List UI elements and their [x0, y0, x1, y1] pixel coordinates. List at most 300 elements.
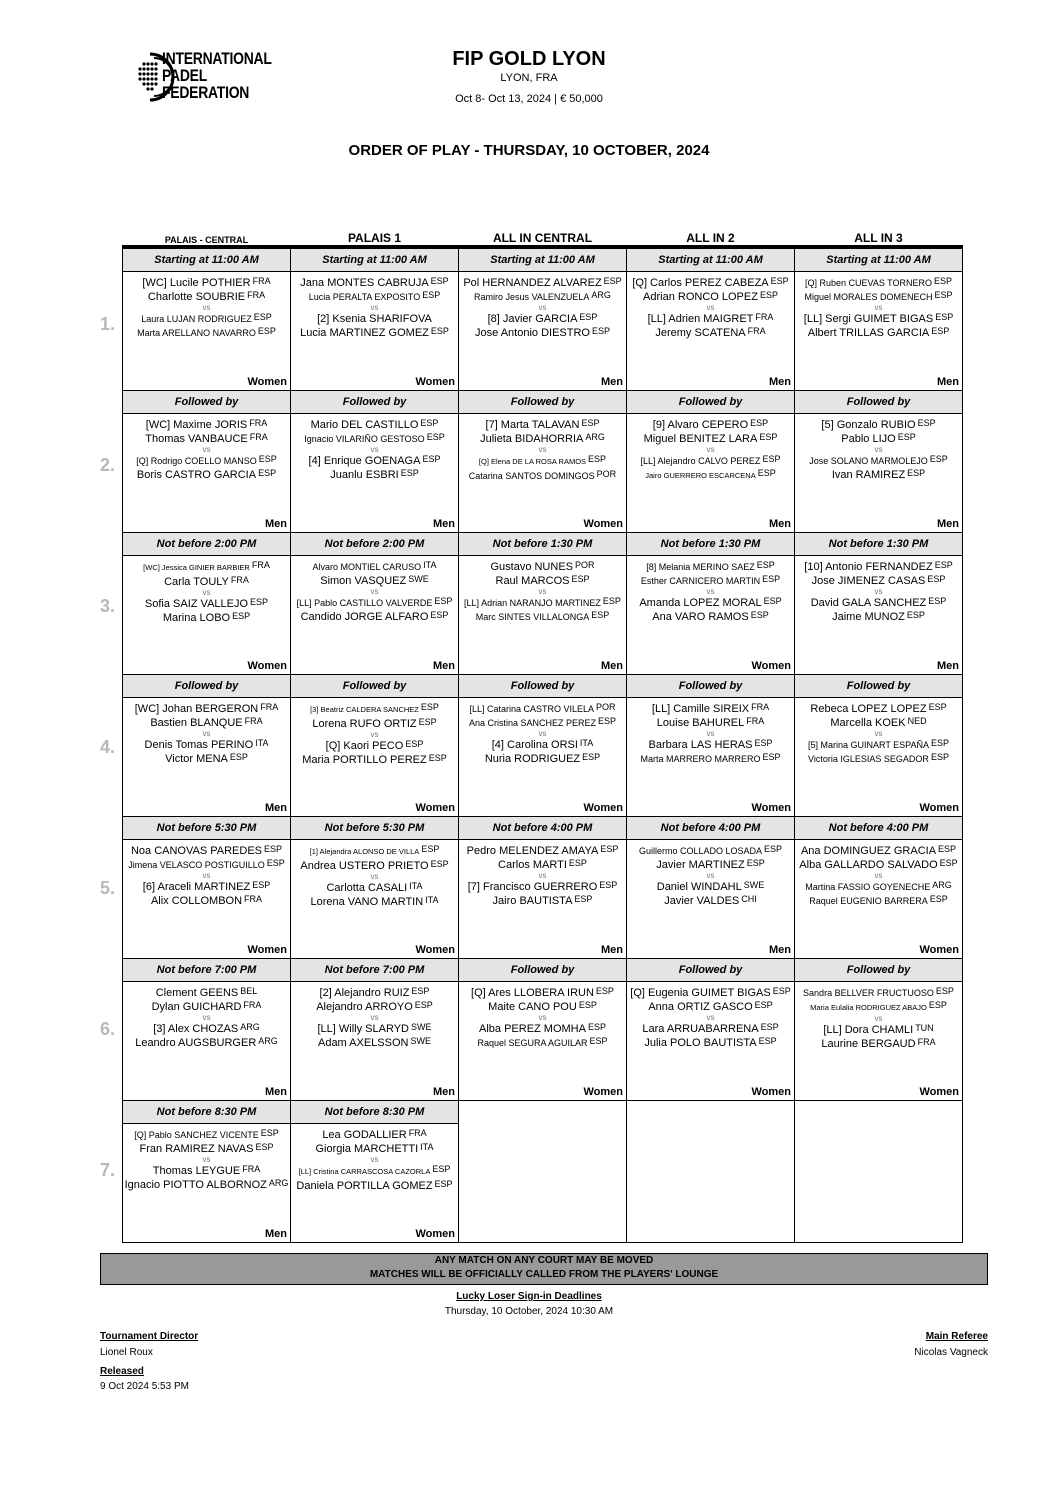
vs-label: vs	[874, 445, 883, 454]
player-name	[627, 1000, 794, 1014]
player-name-text: [8] Javier GARCIA	[487, 313, 578, 325]
player-name	[459, 880, 626, 894]
player-name-text: Jairo BAUTISTA	[492, 895, 573, 907]
match-cell	[291, 698, 459, 817]
player-name	[291, 560, 458, 574]
player-name	[291, 1000, 458, 1014]
player-name	[291, 859, 458, 873]
vs-label: vs	[538, 587, 547, 596]
player-country: ESP	[746, 858, 765, 868]
vs-label: vs	[706, 729, 715, 738]
player-name	[291, 717, 458, 731]
player-country: ESP	[754, 738, 773, 748]
player-name-text: Jose SOLANO MARMOLEJO	[809, 456, 928, 466]
player-name	[795, 326, 962, 340]
player-country: ESP	[591, 326, 610, 336]
player-name-text: Giorgia MARCHETTI	[315, 1143, 419, 1155]
vs-label: vs	[874, 729, 883, 738]
player-country: ITA	[425, 895, 439, 905]
match-cell	[627, 556, 795, 675]
player-country: ESP	[764, 844, 783, 854]
row-number: 6.	[100, 1019, 116, 1039]
player-name	[795, 432, 962, 446]
player-name-text: Julieta BIDAHORRIA	[480, 433, 584, 445]
vs-label: vs	[538, 871, 547, 880]
match-cell	[627, 414, 795, 533]
player-name-text: Ana Cristina SANCHEZ PEREZ	[468, 718, 597, 728]
player-name	[459, 1022, 626, 1036]
player-name	[627, 1036, 794, 1050]
player-name-text: [Q] Eugenia GUIMET BIGAS	[630, 987, 771, 999]
player-country: ESP	[935, 986, 954, 996]
player-name-text: Anna ORTIZ GASCO	[648, 1001, 753, 1013]
player-name	[291, 1179, 458, 1193]
player-name	[795, 1023, 962, 1037]
player-name	[627, 326, 794, 340]
player-name-text: David GALA SANCHEZ	[810, 597, 927, 609]
player-name-text: Ivan RAMIREZ	[831, 469, 906, 481]
player-name-text: Alix COLLOMBON	[150, 895, 243, 907]
player-name-text: Jose JIMENEZ CASAS	[811, 575, 926, 587]
player-country: ARG	[932, 880, 952, 890]
match-cell	[291, 272, 459, 391]
released-date: 9 Oct 2024 5:53 PM	[100, 1381, 189, 1392]
player-country: ESP	[430, 326, 449, 336]
player-name	[459, 986, 626, 1000]
player-name	[627, 844, 794, 858]
player-name	[459, 894, 626, 908]
player-name-text: Bastien BLANQUE	[150, 717, 243, 729]
player-name	[795, 276, 962, 290]
player-name-text: [10] Antonio FERNANDEZ	[804, 561, 933, 573]
player-name-text: Guillermo COLLADO LOSADA	[638, 846, 763, 856]
player-name	[459, 752, 626, 766]
player-name-text: [5] Marina GUINART ESPAÑA	[807, 740, 930, 750]
player-country: ESP	[758, 1036, 777, 1046]
player-name	[459, 702, 626, 716]
player-country: ESP	[432, 1164, 451, 1174]
vs-label: vs	[202, 1013, 211, 1022]
player-name-text: Charlotte SOUBRIE	[147, 291, 246, 303]
player-name-text: Alejandro ARROYO	[316, 1001, 413, 1013]
court-header: ALL IN CENTRAL	[459, 227, 627, 247]
player-name-text: Jose Antonio DIESTRO	[475, 327, 590, 339]
player-name-text: Carlotta CASALI	[326, 882, 408, 894]
court-header: ALL IN 3	[795, 227, 963, 247]
player-country: ESP	[420, 418, 439, 428]
player-name-text: [Q] Elena DE LA ROSA RAMOS	[478, 457, 587, 466]
player-name-text: Pol HERNANDEZ ALVAREZ	[463, 277, 602, 289]
player-name	[459, 844, 626, 858]
match-category: Women	[751, 660, 791, 672]
match-category: Men	[937, 376, 959, 388]
player-name	[459, 716, 626, 730]
player-name-text: [4] Enrique GOENAGA	[308, 455, 421, 467]
match-category: Men	[769, 376, 791, 388]
vs-label: vs	[202, 445, 211, 454]
player-name	[291, 1164, 458, 1179]
player-name	[795, 880, 962, 894]
player-name	[627, 276, 794, 290]
match-category: Women	[415, 1228, 455, 1240]
match-time: Followed by	[291, 391, 459, 414]
match-time: Followed by	[627, 959, 795, 982]
match-time: Starting at 11:00 AM	[291, 247, 459, 272]
player-country: NED	[907, 716, 927, 726]
player-country: FRA	[251, 560, 270, 570]
player-name-text: Lucia PERALTA EXPOSITO	[308, 292, 421, 302]
player-country: FRA	[242, 1164, 261, 1174]
match-category: Women	[247, 376, 287, 388]
player-country: FRA	[247, 290, 266, 300]
player-name-text: Miguel MORALES DOMENECH	[804, 292, 933, 302]
player-country: FRA	[249, 432, 268, 442]
match-category: Women	[415, 802, 455, 814]
match-time: Not before 4:00 PM	[627, 817, 795, 840]
player-name	[123, 894, 290, 908]
player-country: ESP	[422, 290, 441, 300]
player-name-text: [Q] Ares LLOBERA IRUN	[471, 987, 594, 999]
match-cell	[795, 698, 963, 817]
player-name	[459, 290, 626, 304]
player-name	[291, 312, 458, 326]
match-category: Men	[601, 376, 623, 388]
match-cell	[459, 272, 627, 391]
match-time: Followed by	[459, 959, 627, 982]
player-country: ESP	[931, 738, 950, 748]
player-country: ESP	[763, 596, 782, 606]
player-country: ESP	[929, 454, 948, 464]
player-name	[627, 560, 794, 574]
player-country: SWE	[410, 1036, 431, 1046]
player-name	[795, 560, 962, 574]
player-name-text: [WC] Johan BERGERON	[134, 703, 259, 715]
player-country: ESP	[907, 468, 926, 478]
player-country: ESP	[762, 752, 781, 762]
player-name-text: [LL] Dora CHAMLI	[823, 1024, 914, 1036]
player-name-text: Miguel BENITEZ LARA	[643, 433, 758, 445]
player-country: ESP	[757, 468, 776, 478]
player-name-text: Clement GEENS	[155, 987, 239, 999]
player-country: ESP	[603, 276, 622, 286]
match-cell	[459, 982, 627, 1101]
player-name	[123, 1128, 290, 1142]
match-category: Men	[265, 1228, 287, 1240]
player-country: ARG	[591, 290, 611, 300]
player-country: ESP	[430, 610, 449, 620]
player-country: ESP	[591, 610, 610, 620]
player-country: ESP	[587, 1022, 606, 1032]
player-name-text: [Q] Pablo SANCHEZ VICENTE	[134, 1130, 259, 1140]
match-time: Not before 7:00 PM	[291, 959, 459, 982]
player-name-text: Jimena VELASCO POSTIGUILLO	[128, 860, 265, 870]
player-country: FRA	[244, 716, 263, 726]
player-name	[627, 610, 794, 624]
match-time: Followed by	[291, 675, 459, 698]
player-name	[123, 1000, 290, 1014]
player-name-text: Maria PORTILLO PEREZ	[302, 754, 427, 766]
player-country: ESP	[434, 1179, 453, 1189]
player-name	[459, 596, 626, 610]
player-name	[795, 1000, 962, 1015]
player-name	[459, 610, 626, 624]
vs-label: vs	[706, 445, 715, 454]
player-country: ESP	[421, 844, 440, 854]
player-country: ESP	[434, 596, 453, 606]
match-cell	[627, 982, 795, 1101]
player-name	[291, 895, 458, 909]
court-notice: ANY MATCH ON ANY COURT MAY BE MOVED MATCHES WILL BE OFFICIALLY CALLED FROM THE PLAYERS' LOUNGE	[100, 1253, 988, 1285]
player-country: ESP	[266, 858, 285, 868]
player-country: ESP	[258, 454, 277, 464]
player-name-text: [Q] Kaori PECO	[325, 740, 404, 752]
player-name	[291, 844, 458, 859]
player-name	[123, 1022, 290, 1036]
player-name	[795, 752, 962, 766]
player-name	[459, 312, 626, 326]
match-cell	[123, 1124, 291, 1243]
match-cell	[459, 840, 627, 959]
player-name	[459, 326, 626, 340]
player-name	[291, 574, 458, 588]
match-category: Women	[751, 1086, 791, 1098]
match-time: Starting at 11:00 AM	[627, 247, 795, 272]
player-name	[459, 454, 626, 469]
player-country: ESP	[770, 276, 789, 286]
match-time: Starting at 11:00 AM	[795, 247, 963, 272]
court-header: ALL IN 2	[627, 227, 795, 247]
match-time: Not before 4:00 PM	[795, 817, 963, 840]
player-country: ESP	[579, 312, 598, 322]
player-name	[291, 881, 458, 895]
vs-label: vs	[370, 1155, 379, 1164]
player-name-text: Maite CANO POU	[488, 1001, 577, 1013]
match-time: Not before 5:30 PM	[291, 817, 459, 840]
player-name-text: Candido JORGE ALFARO	[300, 611, 429, 623]
match-time: Not before 5:30 PM	[123, 817, 291, 840]
vs-label: vs	[370, 730, 379, 739]
player-country: ESP	[260, 1128, 279, 1138]
match-time: Not before 2:00 PM	[123, 533, 291, 556]
player-name	[795, 596, 962, 610]
match-category: Men	[601, 944, 623, 956]
player-country: FRA	[917, 1037, 936, 1047]
vs-label: vs	[538, 445, 547, 454]
match-cell	[123, 414, 291, 533]
player-name	[123, 597, 290, 611]
player-name	[795, 844, 962, 858]
player-name	[627, 880, 794, 894]
player-name	[795, 418, 962, 432]
player-name-text: [7] Francisco GUERRERO	[467, 881, 598, 893]
lucky-loser-title: Lucky Loser Sign-in Deadlines	[456, 1291, 602, 1302]
tournament-director-name: Lionel Roux	[100, 1347, 153, 1358]
player-name-text: Noa CANOVAS PAREDES	[130, 845, 262, 857]
player-name	[627, 1022, 794, 1036]
player-country: ESP	[589, 1036, 608, 1046]
player-name-text: Rebeca LOPEZ LOPEZ	[810, 703, 927, 715]
player-name-text: Victoria IGLESIAS SEGADOR	[808, 754, 929, 764]
match-time: Followed by	[795, 675, 963, 698]
player-country: ESP	[938, 844, 957, 854]
player-name	[123, 1164, 290, 1178]
player-name	[291, 326, 458, 340]
match-category: Men	[769, 944, 791, 956]
player-country: ESP	[405, 739, 424, 749]
player-name-text: Marta MARRERO MARRERO	[640, 754, 761, 764]
player-name	[795, 894, 962, 908]
player-name	[123, 986, 290, 1000]
player-name-text: Ramiro Jesus VALENZUELA	[474, 292, 590, 302]
player-name-text: Javier VALDES	[664, 895, 740, 907]
player-name	[459, 469, 626, 483]
player-name	[123, 432, 290, 446]
player-name	[123, 1142, 290, 1156]
player-country: POR	[596, 469, 617, 479]
match-category: Women	[247, 944, 287, 956]
player-name-text: [4] Carolina ORSI	[491, 739, 578, 751]
player-name	[627, 574, 794, 588]
player-country: ESP	[578, 1000, 597, 1010]
player-country: FRA	[230, 575, 249, 585]
player-name-text: Catarina SANTOS DOMINGOS	[468, 471, 595, 481]
match-time: Not before 2:00 PM	[291, 533, 459, 556]
player-name-text: Alba GALLARDO SALVADO	[799, 859, 938, 871]
vs-label: vs	[202, 303, 211, 312]
player-name	[123, 312, 290, 326]
vs-label: vs	[706, 303, 715, 312]
player-country: ESP	[599, 880, 618, 890]
player-name	[627, 858, 794, 872]
player-country: SWE	[743, 880, 765, 890]
player-country: ESP	[581, 418, 600, 428]
player-name	[795, 290, 962, 304]
player-name-text: [LL] Catarina CASTRO VILELA	[469, 704, 595, 714]
player-name-text: Ana VARO RAMOS	[652, 611, 749, 623]
player-country: ESP	[257, 326, 276, 336]
player-country: ESP	[930, 752, 949, 762]
vs-label: vs	[370, 303, 379, 312]
vs-label: vs	[538, 1013, 547, 1022]
vs-label: vs	[370, 445, 379, 454]
player-name-text: Fran RAMIREZ NAVAS	[139, 1143, 254, 1155]
row-number: 7.	[100, 1160, 116, 1180]
vs-label: vs	[202, 588, 211, 597]
vs-label: vs	[202, 871, 211, 880]
player-name	[123, 560, 290, 575]
player-country: ESP	[772, 986, 791, 996]
player-name-text: [Q] Carlos PEREZ CABEZA	[632, 277, 769, 289]
player-name-text: Carla TOULY	[164, 576, 229, 588]
player-country: ESP	[906, 610, 925, 620]
player-name-text: Alvaro MONTIEL CARUSO	[312, 562, 422, 572]
player-name	[459, 276, 626, 290]
player-country: ESP	[428, 753, 447, 763]
player-name	[291, 468, 458, 482]
match-category: Women	[919, 1086, 959, 1098]
player-name	[123, 276, 290, 290]
match-time: Followed by	[123, 391, 291, 414]
player-name	[123, 1178, 290, 1192]
player-name-text: Julia POLO BAUTISTA	[644, 1037, 757, 1049]
match-category: Men	[265, 518, 287, 530]
player-name-text: Laura LUJAN RODRIGUEZ	[141, 314, 252, 324]
player-name-text: Juanlu ESBRI	[330, 469, 399, 481]
match-time: Followed by	[123, 675, 291, 698]
player-name	[627, 418, 794, 432]
match-time: Starting at 11:00 AM	[123, 247, 291, 272]
player-name-text: [LL] Adrian NARANJO MARTINEZ	[464, 598, 601, 608]
player-name-text: Jaime MUNOZ	[832, 611, 905, 623]
player-country: ESP	[760, 1022, 779, 1032]
player-name	[459, 574, 626, 588]
match-category: Men	[937, 660, 959, 672]
player-name-text: Ana DOMINGUEZ GRACIA	[800, 845, 937, 857]
main-referee-name: Nicolas Vagneck	[914, 1347, 988, 1358]
player-country: ESP	[264, 844, 283, 854]
player-name-text: Daniel WINDAHL	[656, 881, 742, 893]
player-country: ESP	[253, 312, 272, 322]
player-name-text: [7] Marta TALAVAN	[485, 419, 580, 431]
player-country: ARG	[258, 1036, 278, 1046]
player-name-text: Louise BAHUREL	[656, 717, 745, 729]
match-category: Men	[769, 518, 791, 530]
player-name	[291, 276, 458, 290]
player-name	[123, 454, 290, 468]
player-name-text: [2] Alejandro RUIZ	[319, 987, 410, 999]
player-name	[123, 858, 290, 872]
empty-cell	[795, 1101, 963, 1243]
main-referee-label: Main Referee	[925, 1331, 988, 1342]
player-name	[795, 716, 962, 730]
player-name	[795, 610, 962, 624]
player-name-text: Jeremy SCATENA	[655, 327, 746, 339]
player-country: ESP	[422, 454, 441, 464]
player-name-text: [1] Alejandra ALONSO DE VILLA	[309, 847, 420, 856]
vs-label: vs	[538, 303, 547, 312]
player-country: TUN	[915, 1023, 934, 1033]
player-name	[123, 418, 290, 432]
player-name-text: Adrian RONCO LOPEZ	[643, 291, 758, 303]
player-name-text: Pedro MELENDEZ AMAYA	[466, 845, 599, 857]
player-name	[291, 1142, 458, 1156]
player-name	[291, 702, 458, 717]
player-name-text: Gustavo NUNES	[490, 561, 573, 573]
player-name	[627, 894, 794, 908]
player-country: ESP	[232, 611, 251, 621]
player-country: POR	[575, 560, 595, 570]
player-country: ESP	[582, 752, 601, 762]
match-time: Followed by	[795, 391, 963, 414]
match-category: Women	[583, 1086, 623, 1098]
match-cell	[795, 982, 963, 1101]
player-country: ESP	[414, 1000, 433, 1010]
vs-label: vs	[370, 872, 379, 881]
player-name	[123, 468, 290, 482]
player-name	[123, 1036, 290, 1050]
player-name-text: [6] Araceli MARTINEZ	[142, 881, 251, 893]
match-cell	[627, 840, 795, 959]
match-time: Followed by	[627, 391, 795, 414]
player-name	[795, 738, 962, 752]
released-label: Released	[100, 1366, 144, 1377]
match-category: Women	[919, 944, 959, 956]
player-name	[291, 739, 458, 753]
match-time: Not before 7:00 PM	[123, 959, 291, 982]
player-name-text: Ignacio VILARIÑO GESTOSO	[304, 434, 425, 444]
player-name-text: Barbara LAS HERAS	[648, 739, 753, 751]
player-name	[627, 468, 794, 483]
